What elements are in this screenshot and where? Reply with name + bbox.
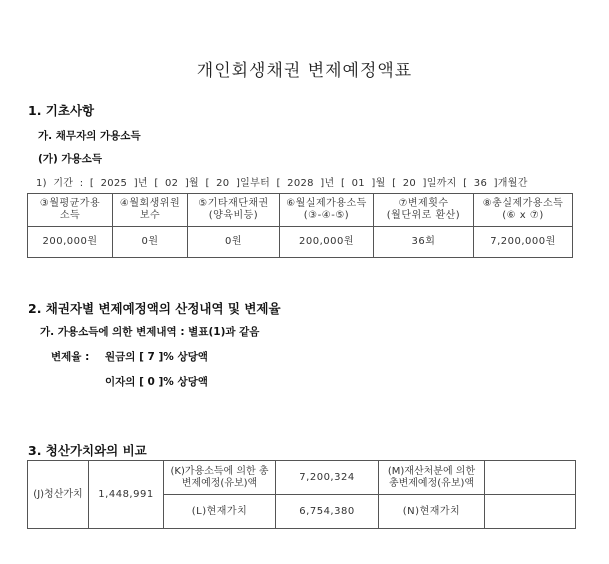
section2-subheading: 가. 가용소득에 의한 변제내역 : 별표(1)과 같음 — [40, 326, 260, 338]
table-row — [28, 461, 576, 495]
total-repayment-by-income-value: 7,200,324 — [276, 461, 379, 495]
principal-rate-line: 원금의 [ 7 ]% 상당액 — [105, 351, 208, 363]
header-repayment-count: ⑦변제횟수 (월단위로 환산) — [374, 194, 474, 227]
header-total-actual-income: ⑧총실제가용소득 (⑥ x ⑦) — [474, 194, 573, 227]
header-monthly-avg-income: ③월평균가용 소득 — [28, 194, 113, 227]
period-line: 1) 기간 : [ 2025 ]년 [ 02 ]월 [ 20 ]일부터 [ 2028 ]년 [ 01 ]월 [ 20 ]일까지 [ 36 ]개월간 — [36, 178, 528, 189]
present-value-n-label: (N)현재가치 — [379, 495, 485, 529]
value-monthly-actual-income: 200,000원 — [280, 227, 374, 258]
liquidation-value: 1,448,991 — [89, 461, 164, 529]
liquidation-comparison-table — [27, 460, 576, 529]
section1-subsubheading: (가) 가용소득 — [38, 153, 102, 165]
section1-heading: 1. 기초사항 — [28, 103, 95, 118]
value-total-actual-income: 7,200,000원 — [474, 227, 573, 258]
total-repayment-by-income-label: (K)가용소득에 의한 총 변제예정(유보)액 — [164, 461, 276, 495]
header-other-estate-claims: ⑤기타재단채권 (양육비등) — [188, 194, 280, 227]
interest-rate-line: 이자의 [ 0 ]% 상당액 — [105, 376, 208, 388]
header-trustee-fee: ④월회생위원 보수 — [113, 194, 188, 227]
repayment-rate-label: 변제율 : — [51, 351, 90, 363]
value-other-estate-claims: 0원 — [188, 227, 280, 258]
value-repayment-count: 36회 — [374, 227, 474, 258]
table-header-row — [28, 194, 573, 227]
present-value-l: 6,754,380 — [276, 495, 379, 529]
value-monthly-avg-income: 200,000원 — [28, 227, 113, 258]
value-trustee-fee: 0원 — [113, 227, 188, 258]
header-monthly-actual-income: ⑥월실제가용소득 (③-④-⑤) — [280, 194, 374, 227]
section1-subheading: 가. 채무자의 가용소득 — [38, 130, 141, 142]
section3-heading: 3. 청산가치와의 비교 — [28, 443, 147, 458]
total-repayment-by-asset-label: (M)재산처분에 의한 총변제예정(유보)액 — [379, 461, 485, 495]
liquidation-value-label: (J)청산가치 — [28, 461, 89, 529]
present-value-l-label: (L)현재가치 — [164, 495, 276, 529]
present-value-n — [485, 495, 576, 529]
available-income-table — [27, 193, 573, 258]
section2-heading: 2. 채권자별 변제예정액의 산정내역 및 변제율 — [28, 301, 281, 316]
document-title: 개인회생채권 변제예정액표 — [196, 61, 413, 81]
total-repayment-by-asset-value — [485, 461, 576, 495]
table-row — [28, 227, 573, 258]
